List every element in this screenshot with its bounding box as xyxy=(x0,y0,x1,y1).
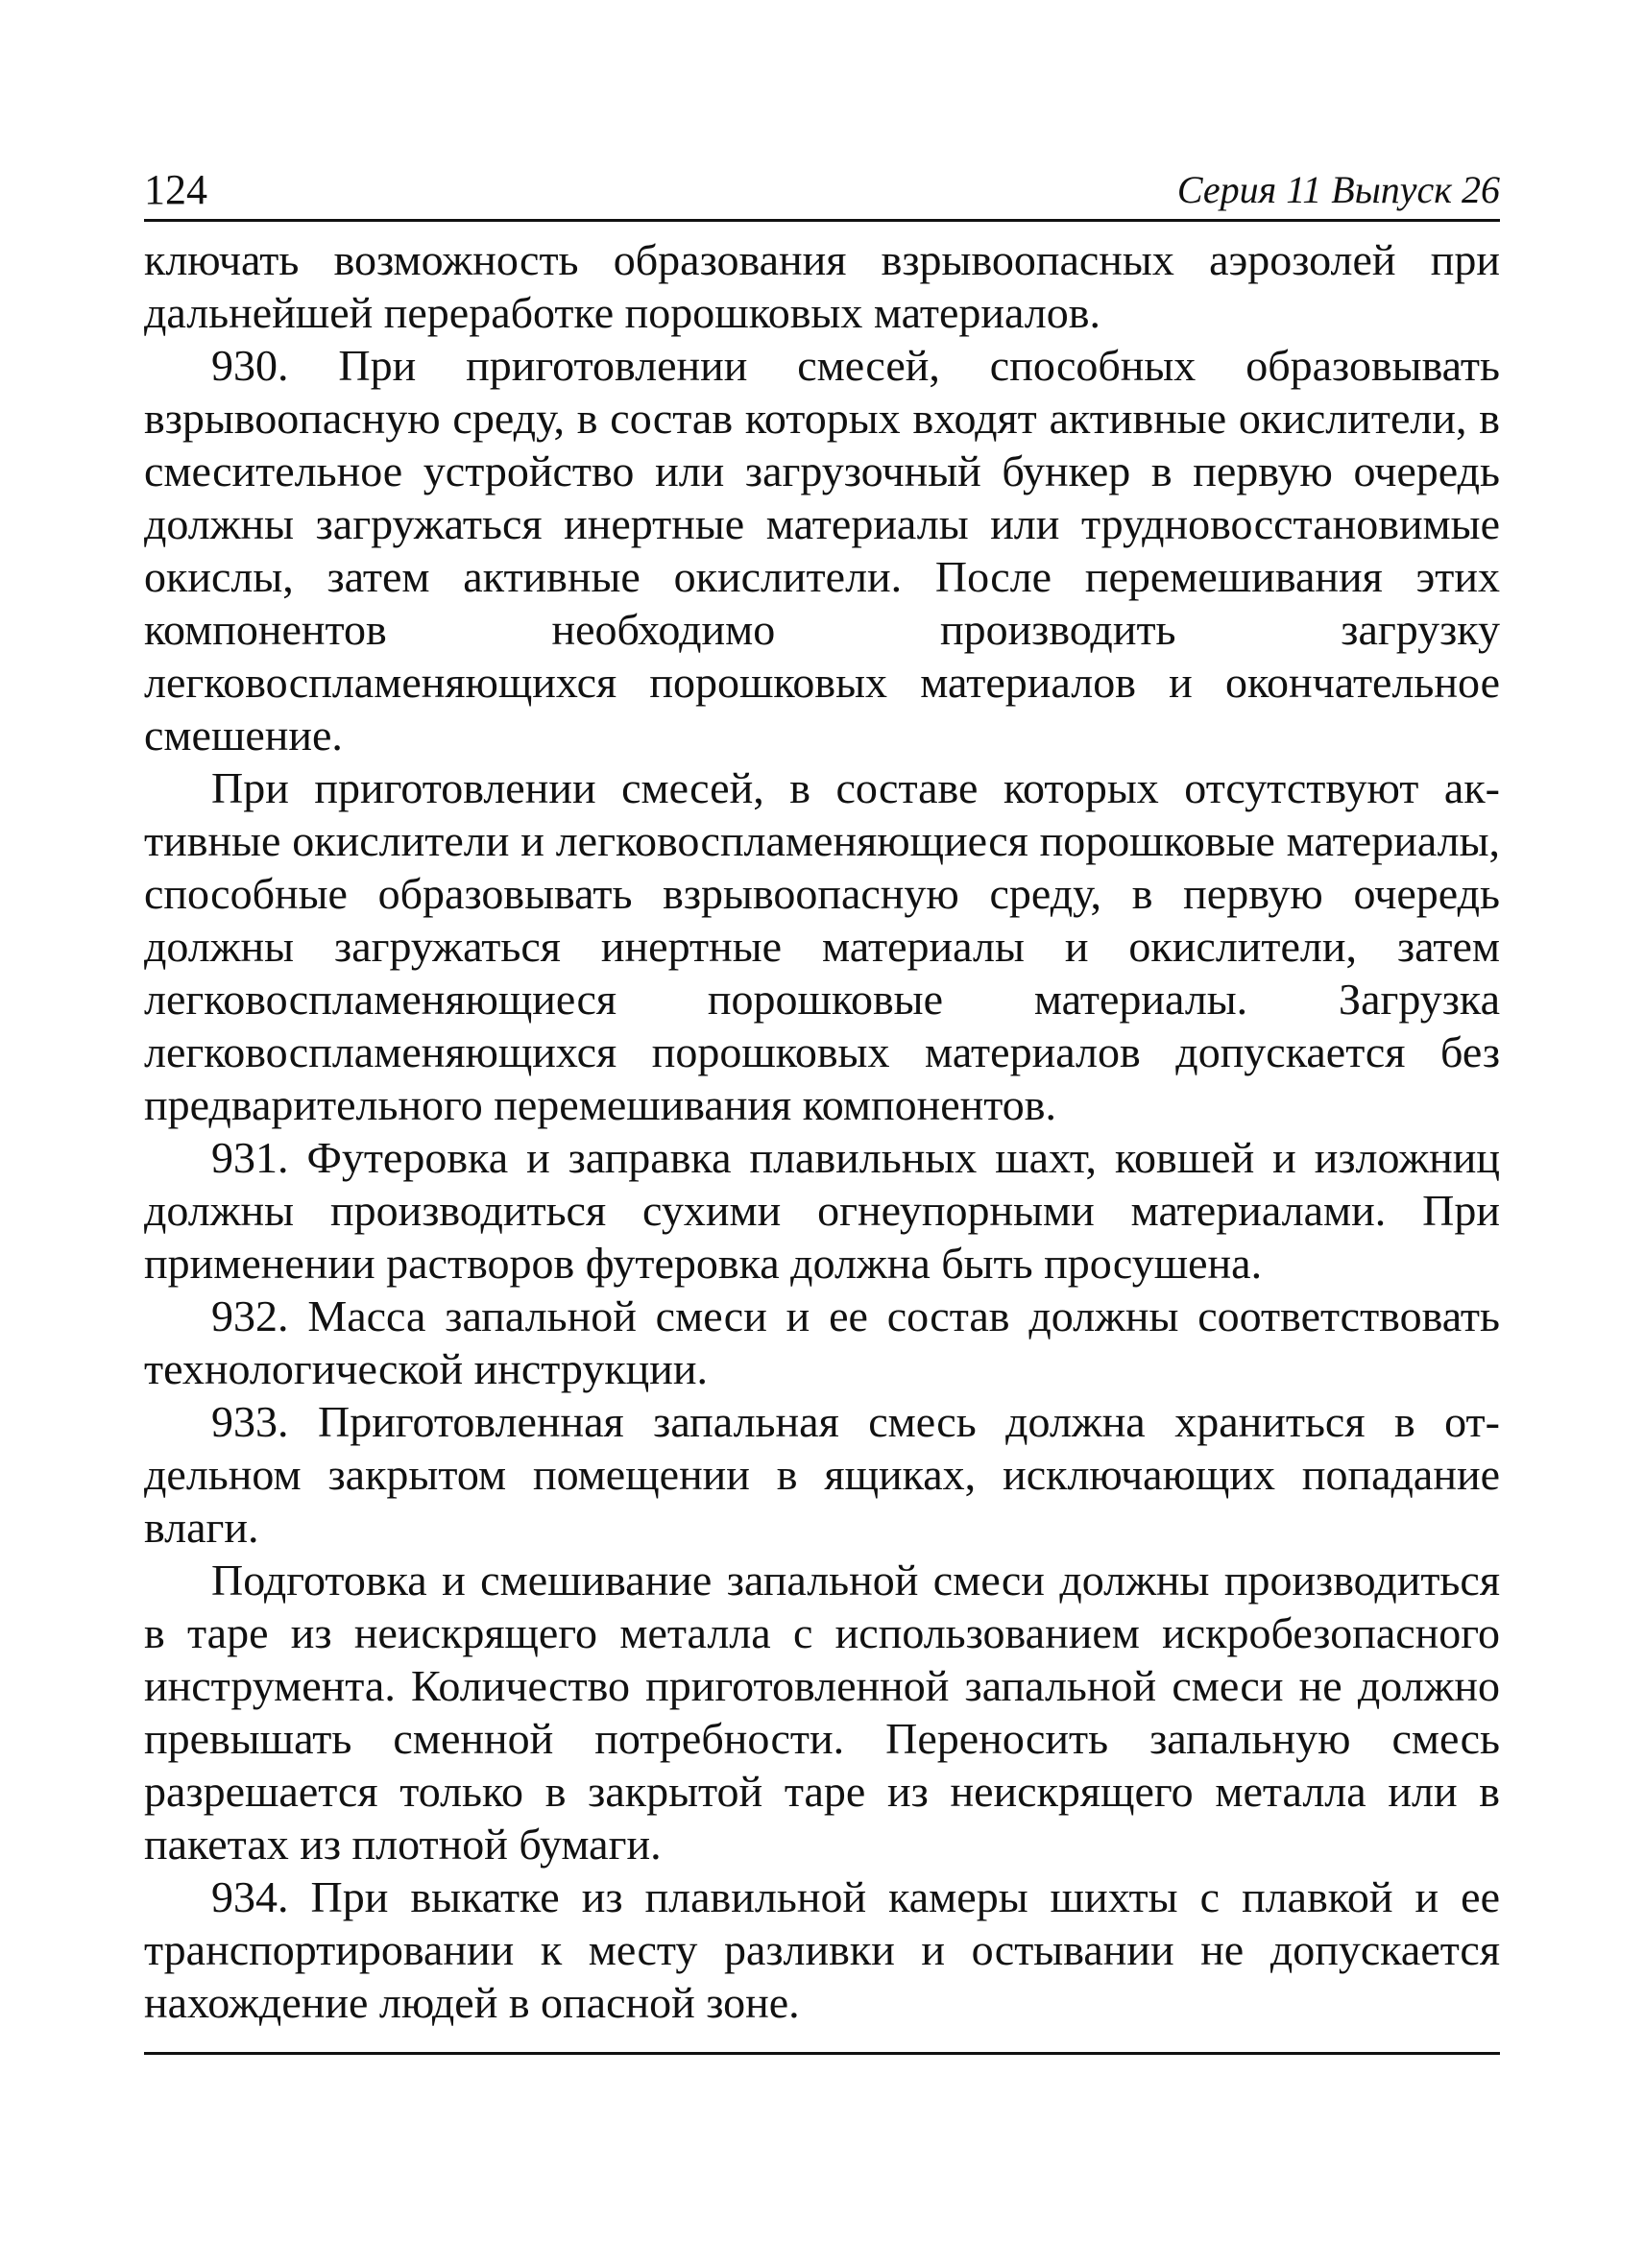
body-text xyxy=(144,233,1500,2029)
paragraph-932: 932. Масса запальной смеси и ее состав должны соответствовать технологической инструкции. xyxy=(144,1291,1500,1393)
paragraph-930: 930. При приготовлении смесей, способных образовывать взрывоопасную среду, в состав которых входят активные окислители, в смесительное устройство или загрузочный бункер в первую очередь должны загружаться инертные материалы или трудновосстановимые окислы, затем активные окислители. После перемешивания этих компонентов необходимо производить загрузку легковоспламеняющихся порошковых материалов и окончательное смешение. xyxy=(144,341,1500,760)
document-page xyxy=(144,154,1500,2132)
paragraph-931: 931. Футеровка и заправка плавильных шахт, ковшей и изложниц должны производиться сухими огнеупорными материалами. При применении растворов футеровка должна быть просушена. xyxy=(144,1133,1500,1288)
running-header xyxy=(144,154,1500,222)
paragraph-933-cont: Подготовка и смешивание запальной смеси должны производиться в таре из неискрящего металла с использованием искробезопасного инструмента. Количество приготовленной запальной смеси не должно превышать сменной потребности. Переносить запальную смесь разрешается только в закрытой таре из неискрящего металла или в пакетах из плотной бумаги. xyxy=(144,1556,1500,1869)
page-number: 124 xyxy=(144,166,207,213)
closing-rule xyxy=(144,2052,1500,2055)
paragraph-934: 934. При выкатке из плавильной камеры шихты с плавкой и ее транспортировании к месту разливки и остывании не допускается нахождение людей в опасной зоне. xyxy=(144,1872,1500,2027)
paragraph-continuation: ключать возможность образования взрывоопасных аэрозолей при дальнейшей переработке порошковых материалов. xyxy=(144,235,1500,337)
paragraph-930-cont: При приготовлении смесей, в составе которых отсутствуют активные окислители и легковоспламеняющиеся порошковые материалы, способные образовывать взрывоопасную среду, в первую очередь должны загружаться инертные материалы и окислители, затем легковоспламеняющиеся порошковые материалы. Загрузка легковоспламеняющихся порошковых материалов допускается без предварительного перемешивания компонентов. xyxy=(144,763,1500,1129)
paragraph-933: 933. Приготовленная запальная смесь должна храниться в отдельном закрытом помещении в ящиках, исключающих попадание влаги. xyxy=(144,1397,1500,1552)
series-label: Серия 11 Выпуск 26 xyxy=(1176,168,1500,211)
